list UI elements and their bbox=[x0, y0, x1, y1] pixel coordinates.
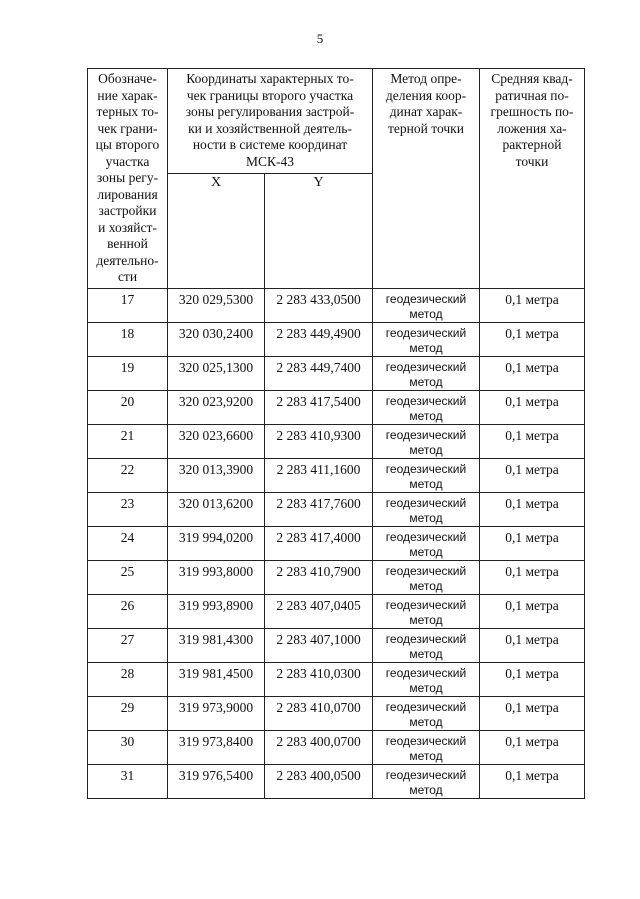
point-number-cell-text: 19 bbox=[120, 359, 135, 375]
point-number-cell bbox=[88, 730, 168, 764]
header-point-label: Обозначе- ние харак- терных то- чек грани- цы второго участка зоны регу- лирования застройки и хозяйст- венной деятельно- сти bbox=[95, 71, 160, 284]
method-cell bbox=[373, 696, 480, 730]
point-number-cell bbox=[88, 526, 168, 560]
table-row bbox=[88, 356, 585, 390]
x-coordinate-cell-text: 319 976,5400 bbox=[178, 767, 254, 783]
point-number-cell-text: 22 bbox=[120, 461, 135, 477]
y-coordinate-cell-text: 2 283 449,4900 bbox=[276, 325, 361, 341]
y-coordinate-cell bbox=[265, 492, 373, 526]
method-cell-text: геодезический метод bbox=[385, 393, 467, 423]
x-coordinate-cell bbox=[168, 390, 265, 424]
point-number-cell-text: 28 bbox=[120, 665, 135, 681]
point-number-cell-text: 26 bbox=[120, 597, 135, 613]
point-number-cell bbox=[88, 594, 168, 628]
accuracy-cell bbox=[480, 662, 585, 696]
x-coordinate-cell-text: 320 023,9200 bbox=[178, 393, 254, 409]
x-coordinate-cell-text: 320 025,1300 bbox=[178, 359, 254, 375]
header-coordinates bbox=[168, 69, 373, 174]
x-coordinate-cell-text: 319 993,8000 bbox=[178, 563, 254, 579]
y-coordinate-cell bbox=[265, 288, 373, 322]
point-number-cell-text: 25 bbox=[120, 563, 135, 579]
point-number-cell-text: 20 bbox=[120, 393, 135, 409]
accuracy-cell-text: 0,1 метра bbox=[505, 325, 559, 341]
table-row bbox=[88, 288, 585, 322]
method-cell bbox=[373, 322, 480, 356]
x-coordinate-cell-text: 319 994,0200 bbox=[178, 529, 254, 545]
accuracy-cell-text: 0,1 метра bbox=[505, 427, 559, 443]
point-number-cell bbox=[88, 492, 168, 526]
accuracy-cell bbox=[480, 322, 585, 356]
point-number-cell-text: 29 bbox=[120, 699, 135, 715]
accuracy-cell-text: 0,1 метра bbox=[505, 393, 559, 409]
method-cell-text: геодезический метод bbox=[385, 563, 467, 593]
method-cell-text: геодезический метод bbox=[385, 529, 467, 559]
method-cell bbox=[373, 424, 480, 458]
method-cell bbox=[373, 492, 480, 526]
method-cell-text: геодезический метод bbox=[385, 325, 467, 355]
x-coordinate-cell bbox=[168, 696, 265, 730]
header-accuracy-label: Средняя квад- ратичная по- грешность по- ложения ха- рактерной точки bbox=[490, 71, 574, 169]
point-number-cell bbox=[88, 390, 168, 424]
point-number-cell-text: 31 bbox=[120, 767, 135, 783]
point-number-cell bbox=[88, 560, 168, 594]
point-number-cell-text: 17 bbox=[120, 291, 135, 307]
header-x bbox=[168, 174, 265, 288]
x-coordinate-cell-text: 320 013,6200 bbox=[178, 495, 254, 511]
y-coordinate-cell-text: 2 283 411,1600 bbox=[276, 461, 361, 477]
table-body bbox=[88, 288, 585, 798]
accuracy-cell-text: 0,1 метра bbox=[505, 767, 559, 783]
x-coordinate-cell bbox=[168, 526, 265, 560]
x-coordinate-cell bbox=[168, 730, 265, 764]
accuracy-cell bbox=[480, 424, 585, 458]
y-coordinate-cell bbox=[265, 390, 373, 424]
x-coordinate-cell bbox=[168, 322, 265, 356]
table-row bbox=[88, 764, 585, 798]
method-cell bbox=[373, 662, 480, 696]
accuracy-cell-text: 0,1 метра bbox=[505, 461, 559, 477]
accuracy-cell-text: 0,1 метра bbox=[505, 597, 559, 613]
table-row bbox=[88, 560, 585, 594]
header-y bbox=[265, 174, 373, 288]
table-row bbox=[88, 526, 585, 560]
accuracy-cell bbox=[480, 492, 585, 526]
y-coordinate-cell-text: 2 283 417,5400 bbox=[276, 393, 361, 409]
x-coordinate-cell bbox=[168, 288, 265, 322]
accuracy-cell bbox=[480, 764, 585, 798]
point-number-cell-text: 18 bbox=[120, 325, 135, 341]
x-coordinate-cell-text: 319 973,8400 bbox=[178, 733, 254, 749]
point-number-cell-text: 21 bbox=[120, 427, 135, 443]
x-coordinate-cell bbox=[168, 594, 265, 628]
method-cell-text: геодезический метод bbox=[385, 291, 467, 321]
accuracy-cell bbox=[480, 696, 585, 730]
table-row bbox=[88, 696, 585, 730]
x-coordinate-cell bbox=[168, 662, 265, 696]
y-coordinate-cell-text: 2 283 407,0405 bbox=[276, 597, 361, 613]
table-row bbox=[88, 594, 585, 628]
y-coordinate-cell bbox=[265, 424, 373, 458]
y-coordinate-cell bbox=[265, 526, 373, 560]
accuracy-cell-text: 0,1 метра bbox=[505, 699, 559, 715]
x-coordinate-cell bbox=[168, 356, 265, 390]
point-number-cell bbox=[88, 662, 168, 696]
header-point-designation bbox=[88, 69, 168, 289]
header-coordinates-label: Координаты характерных то- чек границы второго участка зоны регулирования застрой- ки и хозяйственной деятель- ности в системе координат МСК-43 bbox=[185, 71, 355, 169]
y-coordinate-cell bbox=[265, 662, 373, 696]
accuracy-cell-text: 0,1 метра bbox=[505, 563, 559, 579]
y-coordinate-cell-text: 2 283 410,0300 bbox=[276, 665, 361, 681]
header-accuracy bbox=[480, 69, 585, 289]
method-cell-text: геодезический метод bbox=[385, 733, 467, 763]
y-coordinate-cell-text: 2 283 410,9300 bbox=[276, 427, 361, 443]
coordinates-table bbox=[87, 68, 585, 799]
x-coordinate-cell-text: 320 029,5300 bbox=[178, 291, 254, 307]
table-header bbox=[88, 69, 585, 289]
method-cell-text: геодезический метод bbox=[385, 461, 467, 491]
table-row bbox=[88, 458, 585, 492]
accuracy-cell bbox=[480, 526, 585, 560]
y-coordinate-cell bbox=[265, 356, 373, 390]
x-coordinate-cell-text: 320 013,3900 bbox=[178, 461, 254, 477]
x-coordinate-cell bbox=[168, 764, 265, 798]
header-method-label: Метод опре- деления коор- динат харак- терной точки bbox=[385, 71, 467, 136]
x-coordinate-cell bbox=[168, 560, 265, 594]
accuracy-cell-text: 0,1 метра bbox=[505, 631, 559, 647]
accuracy-cell bbox=[480, 390, 585, 424]
accuracy-cell bbox=[480, 458, 585, 492]
y-coordinate-cell bbox=[265, 696, 373, 730]
method-cell bbox=[373, 730, 480, 764]
y-coordinate-cell-text: 2 283 417,4000 bbox=[276, 529, 361, 545]
point-number-cell bbox=[88, 696, 168, 730]
table-row bbox=[88, 662, 585, 696]
method-cell bbox=[373, 390, 480, 424]
accuracy-cell bbox=[480, 288, 585, 322]
point-number-cell-text: 30 bbox=[120, 733, 135, 749]
x-coordinate-cell bbox=[168, 458, 265, 492]
table-row bbox=[88, 628, 585, 662]
point-number-cell bbox=[88, 628, 168, 662]
y-coordinate-cell bbox=[265, 764, 373, 798]
accuracy-cell bbox=[480, 560, 585, 594]
accuracy-cell-text: 0,1 метра bbox=[505, 733, 559, 749]
y-coordinate-cell-text: 2 283 407,1000 bbox=[276, 631, 361, 647]
y-coordinate-cell-text: 2 283 400,0700 bbox=[276, 733, 361, 749]
accuracy-cell-text: 0,1 метра bbox=[505, 495, 559, 511]
accuracy-cell-text: 0,1 метра bbox=[505, 529, 559, 545]
method-cell bbox=[373, 764, 480, 798]
method-cell-text: геодезический метод bbox=[385, 427, 467, 457]
table-row bbox=[88, 492, 585, 526]
point-number-cell bbox=[88, 458, 168, 492]
y-coordinate-cell bbox=[265, 594, 373, 628]
method-cell bbox=[373, 288, 480, 322]
header-y-label: Y bbox=[313, 175, 324, 191]
y-coordinate-cell bbox=[265, 730, 373, 764]
x-coordinate-cell bbox=[168, 492, 265, 526]
table-row bbox=[88, 730, 585, 764]
accuracy-cell bbox=[480, 594, 585, 628]
method-cell bbox=[373, 560, 480, 594]
accuracy-cell-text: 0,1 метра bbox=[505, 665, 559, 681]
accuracy-cell bbox=[480, 730, 585, 764]
y-coordinate-cell-text: 2 283 449,7400 bbox=[276, 359, 361, 375]
x-coordinate-cell-text: 319 993,8900 bbox=[178, 597, 254, 613]
point-number-cell bbox=[88, 764, 168, 798]
method-cell-text: геодезический метод bbox=[385, 767, 467, 797]
table-row bbox=[88, 424, 585, 458]
accuracy-cell-text: 0,1 метра bbox=[505, 359, 559, 375]
y-coordinate-cell-text: 2 283 410,7900 bbox=[276, 563, 361, 579]
point-number-cell bbox=[88, 424, 168, 458]
method-cell bbox=[373, 594, 480, 628]
y-coordinate-cell bbox=[265, 628, 373, 662]
method-cell bbox=[373, 628, 480, 662]
method-cell bbox=[373, 458, 480, 492]
y-coordinate-cell bbox=[265, 322, 373, 356]
point-number-cell bbox=[88, 356, 168, 390]
accuracy-cell bbox=[480, 356, 585, 390]
y-coordinate-cell-text: 2 283 400,0500 bbox=[276, 767, 361, 783]
x-coordinate-cell bbox=[168, 628, 265, 662]
table-row bbox=[88, 390, 585, 424]
x-coordinate-cell bbox=[168, 424, 265, 458]
method-cell-text: геодезический метод bbox=[385, 597, 467, 627]
point-number-cell bbox=[88, 322, 168, 356]
header-method bbox=[373, 69, 480, 289]
accuracy-cell bbox=[480, 628, 585, 662]
y-coordinate-cell bbox=[265, 560, 373, 594]
point-number-cell-text: 24 bbox=[120, 529, 135, 545]
x-coordinate-cell-text: 319 973,9000 bbox=[178, 699, 254, 715]
point-number-cell-text: 27 bbox=[120, 631, 135, 647]
method-cell-text: геодезический метод bbox=[385, 495, 467, 525]
method-cell-text: геодезический метод bbox=[385, 665, 467, 695]
page-number: 5 bbox=[316, 31, 324, 46]
x-coordinate-cell-text: 319 981,4500 bbox=[178, 665, 254, 681]
x-coordinate-cell-text: 320 023,6600 bbox=[178, 427, 254, 443]
y-coordinate-cell bbox=[265, 458, 373, 492]
table-row bbox=[88, 322, 585, 356]
y-coordinate-cell-text: 2 283 410,0700 bbox=[276, 699, 361, 715]
x-coordinate-cell-text: 320 030,2400 bbox=[178, 325, 254, 341]
method-cell-text: геодезический метод bbox=[385, 699, 467, 729]
point-number-cell bbox=[88, 288, 168, 322]
point-number-cell-text: 23 bbox=[120, 495, 135, 511]
method-cell bbox=[373, 356, 480, 390]
accuracy-cell-text: 0,1 метра bbox=[505, 291, 559, 307]
header-x-label: X bbox=[210, 175, 222, 191]
x-coordinate-cell-text: 319 981,4300 bbox=[178, 631, 254, 647]
y-coordinate-cell-text: 2 283 433,0500 bbox=[276, 291, 361, 307]
method-cell-text: геодезический метод bbox=[385, 359, 467, 389]
method-cell bbox=[373, 526, 480, 560]
method-cell-text: геодезический метод bbox=[385, 631, 467, 661]
y-coordinate-cell-text: 2 283 417,7600 bbox=[276, 495, 361, 511]
